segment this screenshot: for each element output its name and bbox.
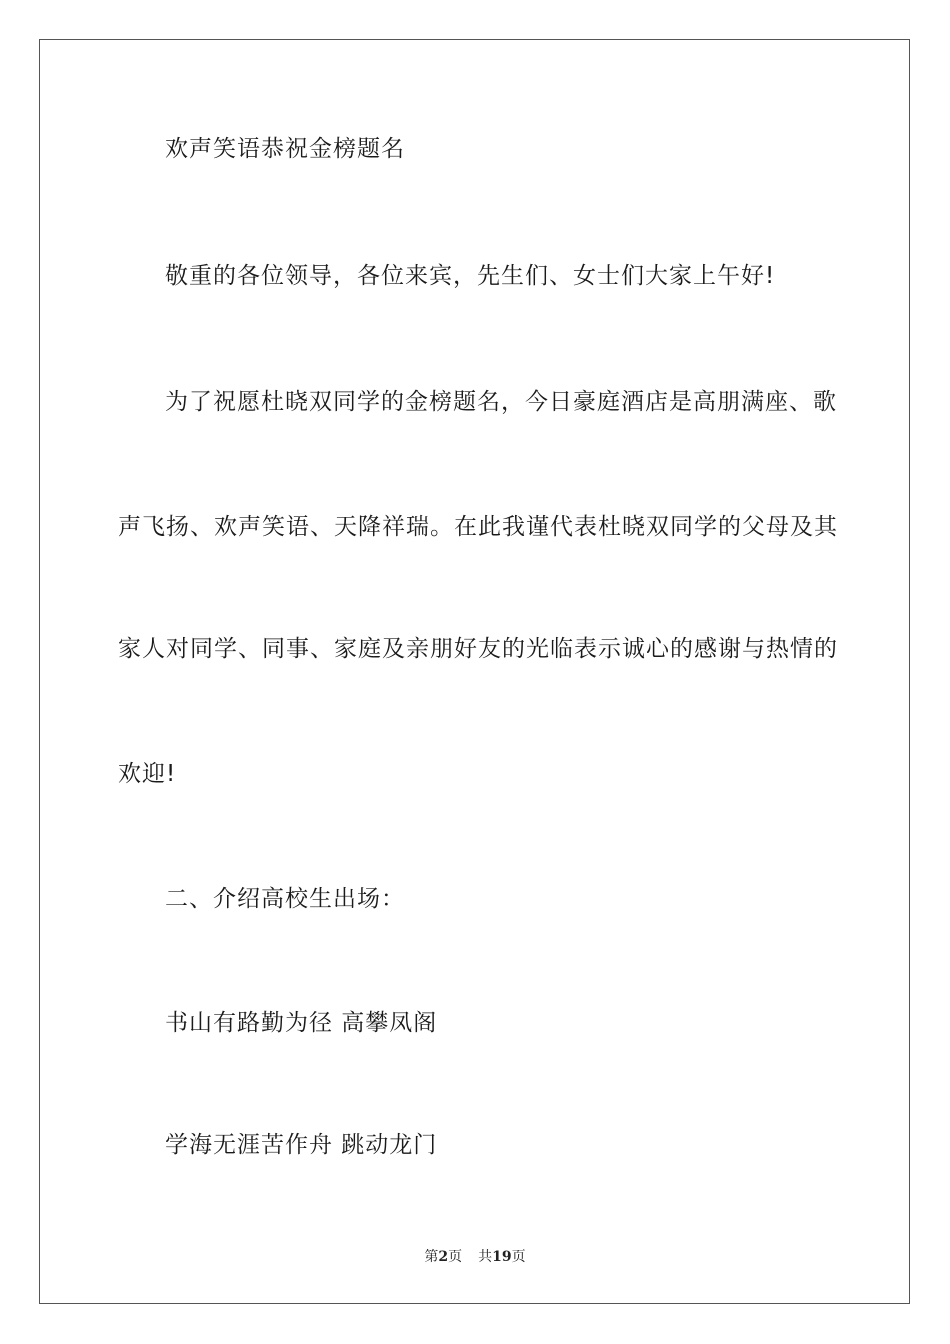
couplet-line: 学海无涯苦作舟 跳动龙门 — [165, 1132, 438, 1158]
total-prefix: 共 — [478, 1249, 493, 1265]
page-suffix: 页 — [448, 1249, 463, 1265]
page-footer — [0, 1248, 950, 1266]
page-border — [39, 39, 910, 1304]
paragraph-line: 家人对同学、同事、家庭及亲朋好友的光临表示诚心的感谢与热情的 — [118, 636, 838, 662]
greeting-line: 敬重的各位领导，各位来宾，先生们、女士们大家上午好! — [165, 263, 776, 289]
paragraph-line: 欢迎! — [118, 761, 177, 787]
section-heading: 二、介绍高校生出场： — [165, 886, 405, 912]
heading-title: 欢声笑语恭祝金榜题名 — [165, 136, 405, 162]
page-total: 19 — [492, 1249, 512, 1265]
couplet-line: 书山有路勤为径 高攀凤阁 — [165, 1010, 438, 1036]
page-prefix: 第 — [424, 1249, 439, 1265]
paragraph-line: 声飞扬、欢声笑语、天降祥瑞。在此我谨代表杜晓双同学的父母及其 — [118, 514, 838, 540]
paragraph-line: 为了祝愿杜晓双同学的金榜题名，今日豪庭酒店是高朋满座、歌 — [165, 389, 837, 415]
page-current: 2 — [438, 1249, 449, 1265]
total-suffix: 页 — [511, 1249, 526, 1265]
